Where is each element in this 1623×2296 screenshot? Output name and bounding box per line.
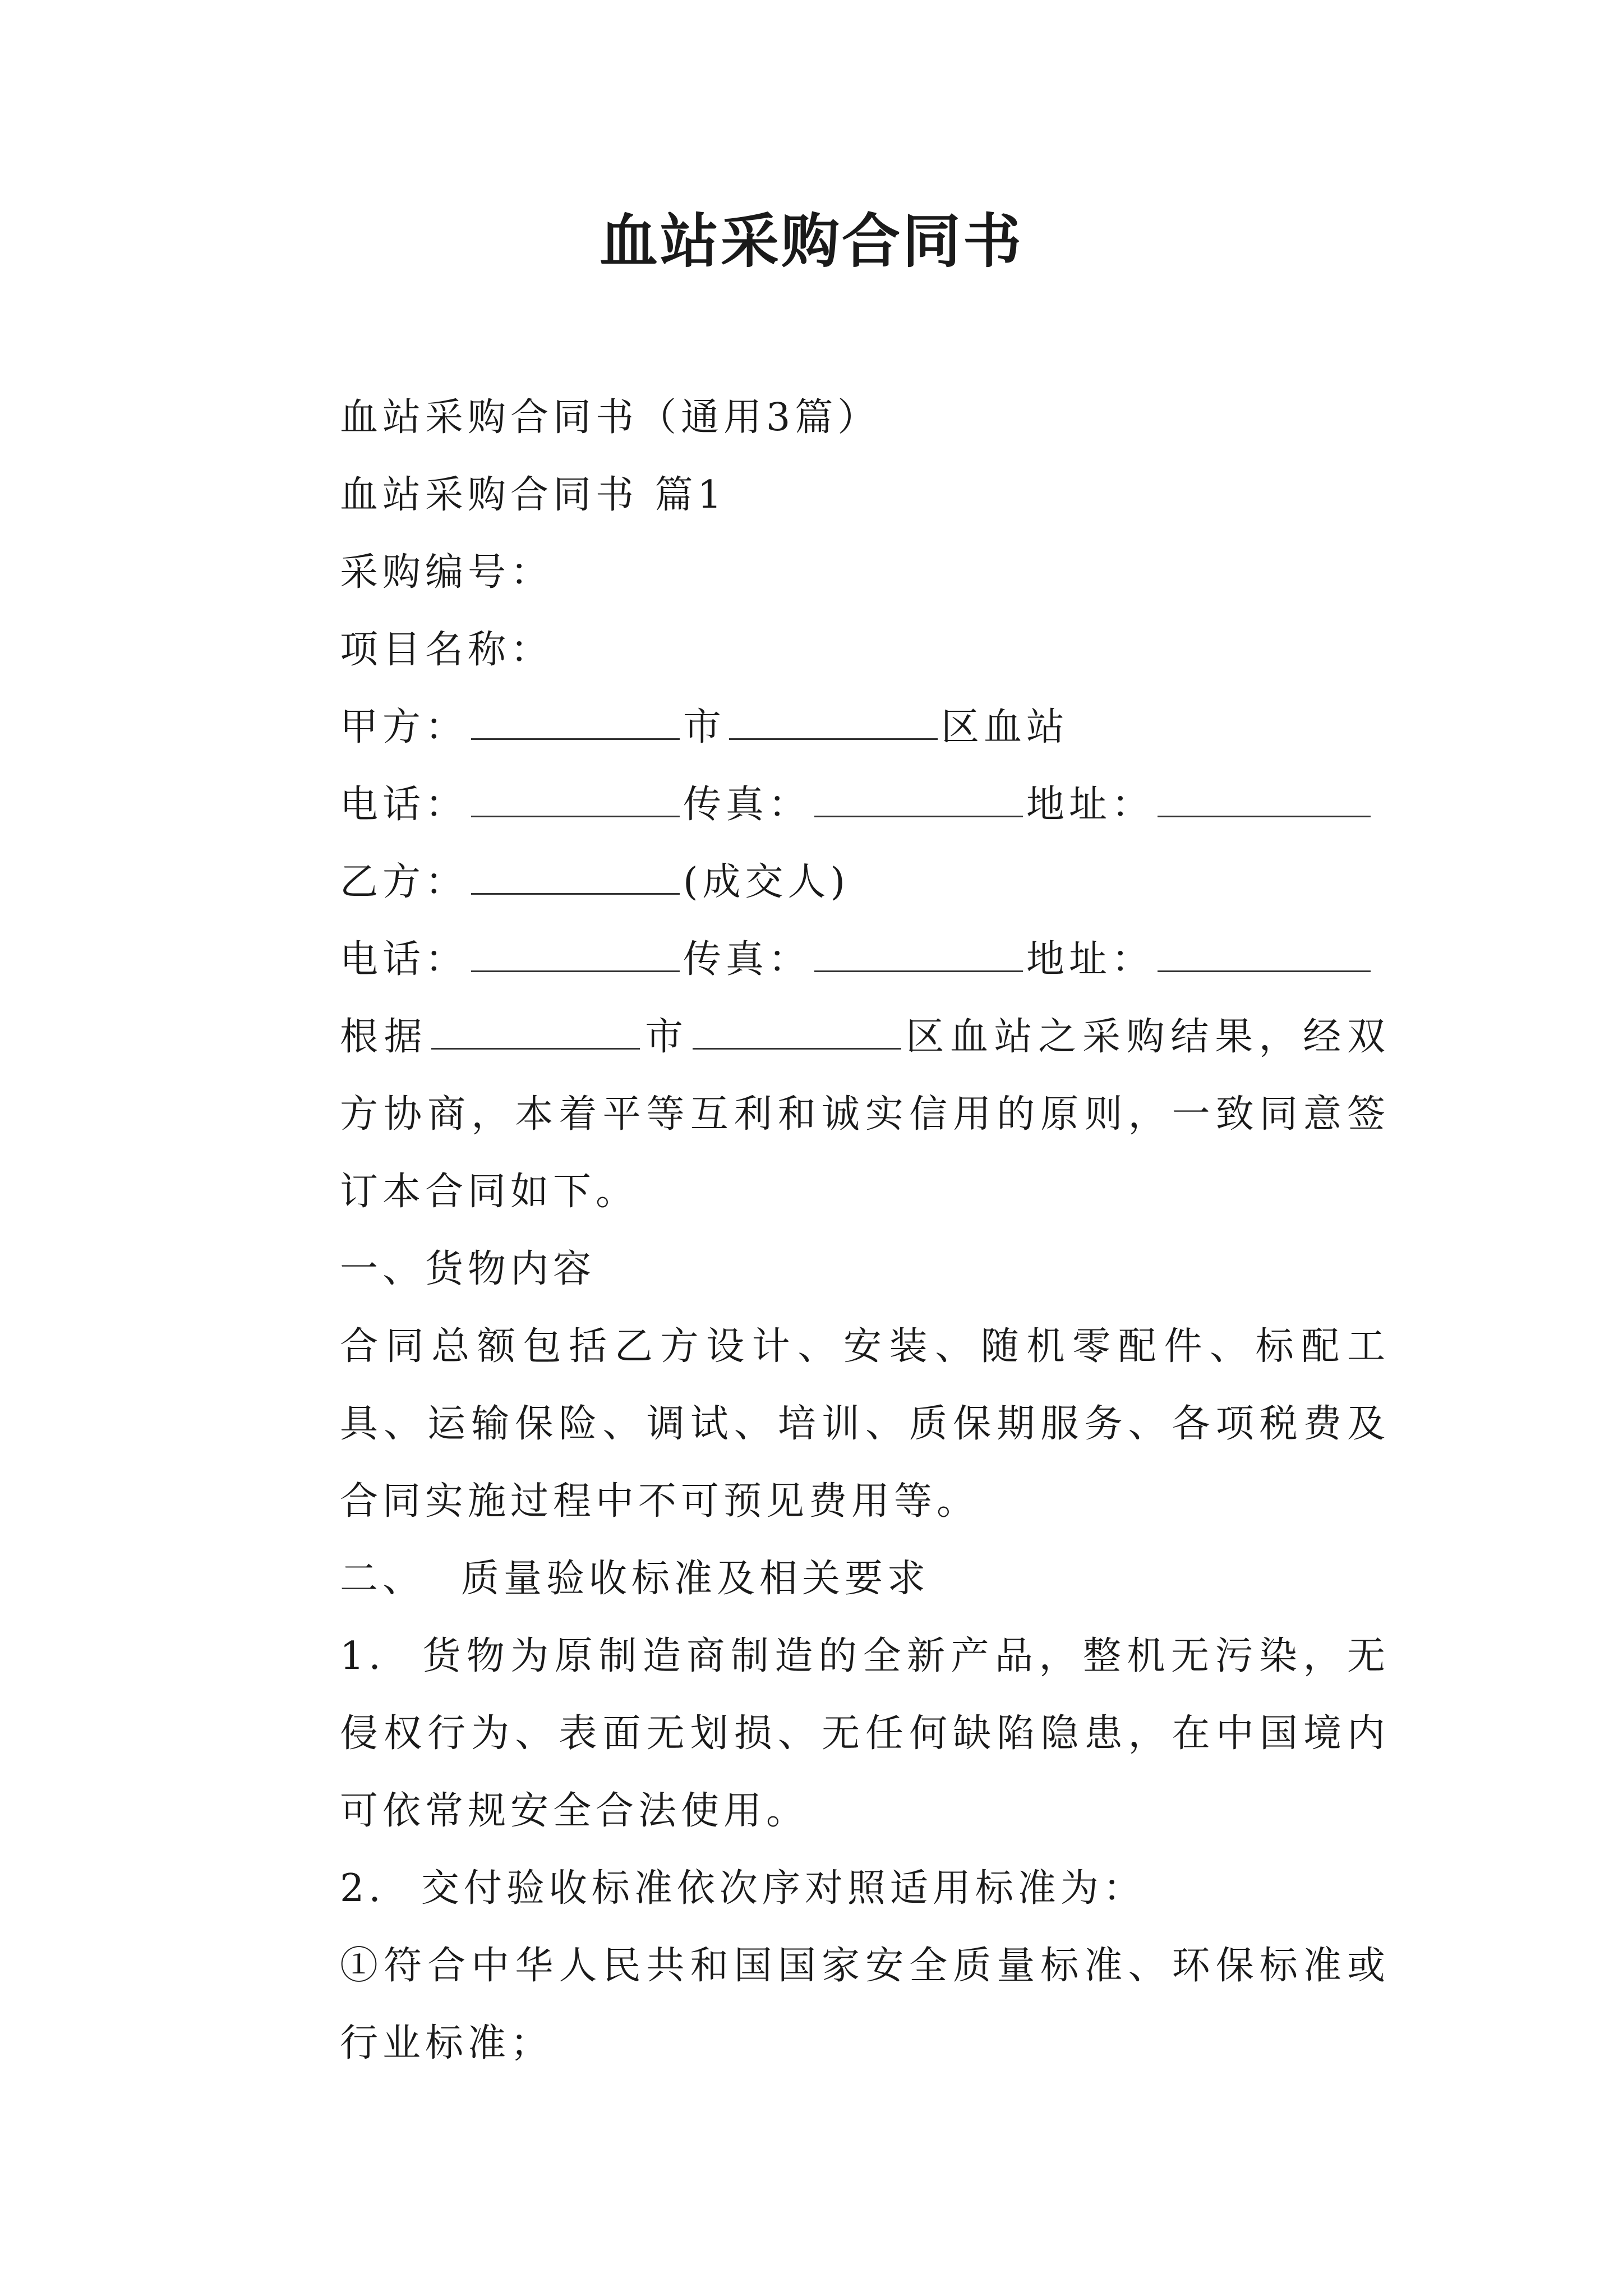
project-name-label: 项目名称：	[340, 628, 554, 672]
party-b-fax-label: 传真：	[683, 937, 811, 982]
item-1-text: 货物为原制造商制造的全新产品，整机无污染，无侵权行为、表面无划损、无任何缺陷隐患，在中国境内可依常规安全合法使用。	[340, 1634, 1390, 1833]
party-b-contact-line	[250, 921, 1390, 999]
item-2-paragraph	[250, 1850, 1390, 1927]
part-heading: 血站采购合同书 篇1	[340, 473, 726, 517]
section-2-title: 质量验收标准及相关要求	[461, 1557, 930, 1601]
party-b-address-blank[interactable]	[1158, 937, 1371, 972]
section-1-body: 合同总额包括乙方设计、安装、随机零配件、标配工具、运输保险、调试、培训、质保期服务、各项税费及合同实施过程中不可预见费用等。	[340, 1324, 1390, 1524]
item-2-text: 交付验收标准依次序对照适用标准为：	[421, 1866, 1146, 1911]
section-1-heading: 一、货物内容	[340, 1247, 596, 1291]
procurement-number-label: 采购编号：	[340, 550, 554, 595]
party-b-note: (成交人)	[683, 860, 850, 904]
intro-paragraph	[250, 999, 1390, 1231]
party-b-phone-blank[interactable]	[471, 937, 680, 972]
intro-blank-2[interactable]	[693, 1014, 901, 1050]
party-b-fax-blank[interactable]	[814, 937, 1023, 972]
intro-rest: 区血站之采购结果，经双方协商，本着平等互利和诚实信用的原则，一致同意签订本合同如下。	[340, 1015, 1390, 1214]
intro-blank-1[interactable]	[431, 1014, 640, 1050]
party-b-phone-label: 电话：	[340, 937, 468, 982]
party-a-label: 甲方：	[340, 705, 468, 749]
party-a-address-blank[interactable]	[1158, 782, 1371, 817]
party-a-blank-2[interactable]	[729, 705, 938, 740]
party-a-address-label: 地址：	[1026, 783, 1155, 827]
party-b-blank[interactable]	[471, 859, 680, 895]
party-b-line	[250, 844, 1390, 921]
party-a-fax-label: 传真：	[683, 783, 811, 827]
item-1-number: 1.	[340, 1634, 385, 1678]
party-a-contact-line	[250, 766, 1390, 844]
party-a-line	[250, 689, 1390, 766]
intro-prefix: 根据	[340, 1015, 428, 1059]
item-1-paragraph	[250, 1618, 1390, 1850]
party-b-address-label: 地址：	[1026, 937, 1155, 982]
document-subtitle: 血站采购合同书（通用3篇）	[340, 395, 880, 440]
party-a-station: 区血站	[941, 705, 1069, 749]
party-a-fax-blank[interactable]	[814, 782, 1023, 817]
party-a-city: 市	[683, 705, 726, 749]
party-b-label: 乙方：	[340, 860, 468, 904]
party-a-blank-1[interactable]	[471, 705, 680, 740]
intro-city: 市	[643, 1015, 689, 1059]
section-2-number: 二、	[340, 1557, 426, 1601]
item-2-subitem-1: ①符合中华人民共和国国家安全质量标准、环保标准或行业标准；	[340, 1944, 1390, 2065]
section-2-heading	[250, 1540, 1390, 1618]
party-a-phone-blank[interactable]	[471, 782, 680, 817]
party-a-phone-label: 电话：	[340, 783, 468, 827]
item-2-number: 2.	[340, 1866, 385, 1911]
document-title: 血站采购合同书	[599, 206, 1023, 275]
